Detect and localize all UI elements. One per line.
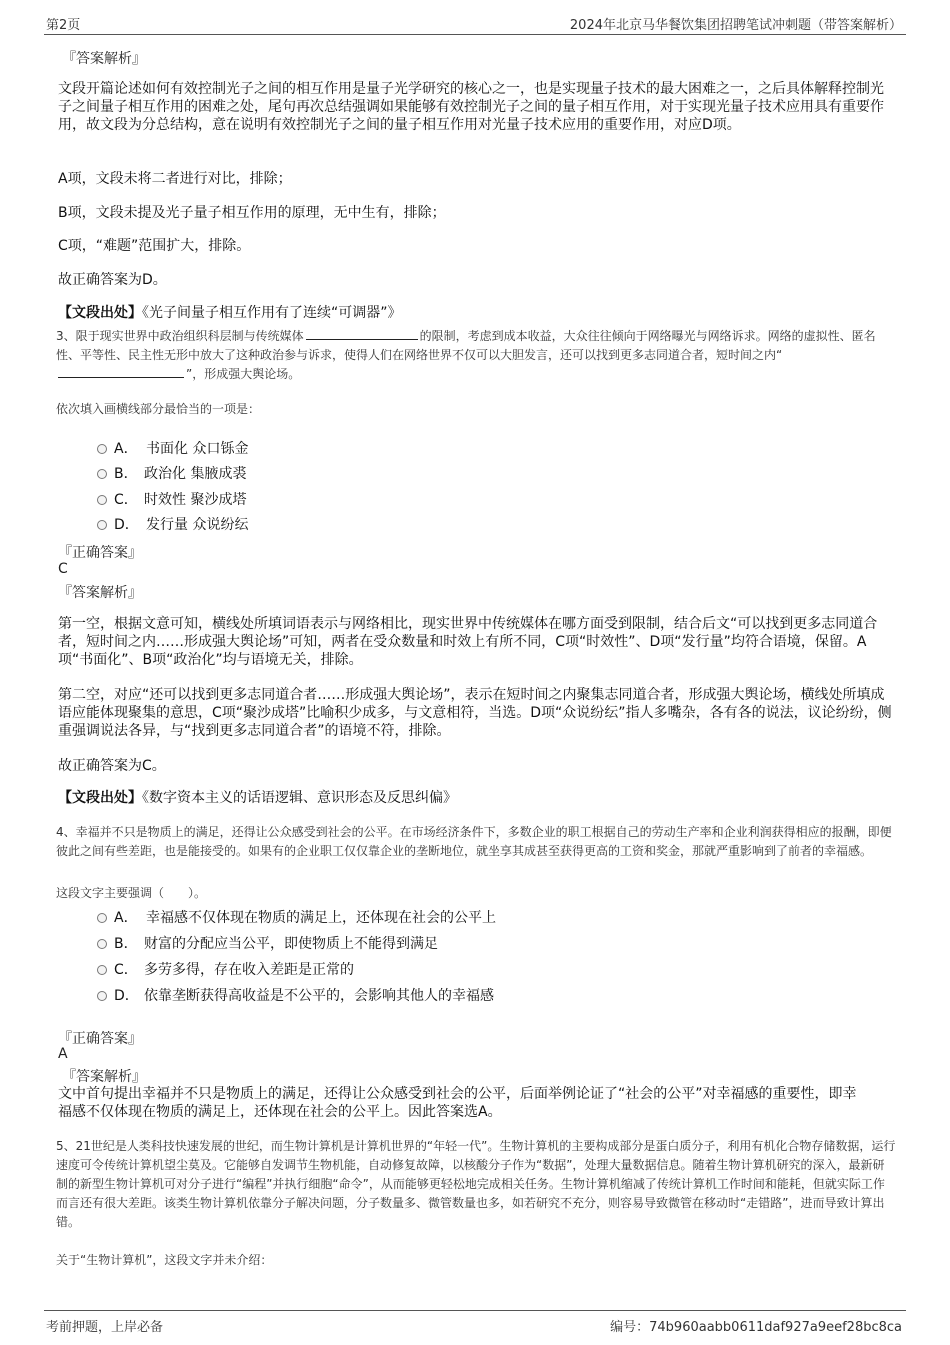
- option-letter: C．: [114, 492, 138, 508]
- radio-icon[interactable]: [97, 444, 107, 454]
- q3-stem-part3: ”，形成强大舆论场。: [186, 367, 301, 381]
- option-text: 发行量 众说纷纭: [146, 517, 249, 533]
- option-letter: D．: [114, 517, 139, 533]
- radio-icon[interactable]: [97, 991, 107, 1001]
- q2-conclusion: 故正确答案为D。: [58, 272, 167, 288]
- fill-blank-1: [306, 327, 418, 340]
- source-text: 《光子间量子相互作用有了连续“可调器”》: [142, 305, 402, 321]
- radio-icon[interactable]: [97, 965, 107, 975]
- option-text: 依靠垄断获得高收益是不公平的，会影响其他人的幸福感: [144, 988, 494, 1004]
- q3-stem-part1: 3、限于现实世界中政治组织科层制与传统媒体: [56, 329, 304, 343]
- document-title: 2024年北京马华餐饮集团招聘笔试冲刺题（带答案解析）: [569, 18, 902, 33]
- q4-prompt: 这段文字主要强调（ ）。: [56, 886, 207, 900]
- radio-icon[interactable]: [97, 939, 107, 949]
- source-label: 【文段出处】: [58, 305, 142, 321]
- option-letter: A．: [114, 910, 138, 926]
- radio-icon[interactable]: [97, 469, 107, 479]
- option-text: 多劳多得，存在收入差距是正常的: [144, 962, 354, 978]
- q3-analysis-paragraph-1: 第一空，根据文意可知，横线处所填词语表示与网络相比，现实世界中传统媒体在哪方面受到限制，结合后文“可以找到更多志同道合者，短时间之内……形成强大舆论场”可知，两者在受众数量和时效上有所不同，C项“时效性”、D项“发行量”均符合语境，保留。A项“书面化”、B项“政治化”均与语境无关，排除。: [58, 616, 878, 668]
- radio-icon[interactable]: [97, 913, 107, 923]
- page-footer: [44, 1310, 906, 1337]
- option-letter: C．: [114, 962, 138, 978]
- page-header: [44, 12, 906, 35]
- option-letter: D．: [114, 988, 139, 1004]
- option-text: 政治化 集腋成裘: [144, 466, 247, 482]
- q3-analysis-paragraph-2: 第二空，对应“还可以找到更多志同道合者……形成强大舆论场”，表示在短时间之内聚集志同道合者，形成强大舆论场，横线处所填成语应能体现聚集的意思，C项“聚沙成塔”比喻积少成多，与文意相符，当选。D项“众说纷纭”指人多嘴杂，各有各的说法，议论纷纷，侧重强调说法各异，与“找到更多志同道合者”的语境不符，排除。: [58, 687, 892, 739]
- q3-answer: C: [58, 561, 68, 577]
- answer-tag: 『正确答案』: [58, 1031, 142, 1047]
- q3-stem-part2: 的限制，考虑到成本收益，大众往往倾向于网络曝光与网络诉求。网络的虚拟性、匿名性、平等性、民主性无形中放大了这种政治参与诉求，使得人们在网络世界不仅可以大胆发言，还可以找到更多志同道合者，短时间之内“: [56, 329, 876, 362]
- analysis-tag: 『答案解析』: [62, 1069, 146, 1085]
- analysis-tag: 『答案解析』: [58, 585, 142, 601]
- q5-stem: 5、21世纪是人类科技快速发展的世纪，而生物计算机是计算机世界的“年轻一代”。生物计算机的主要构成部分是蛋白质分子，利用有机化合物存储数据，运行速度可令传统计算机望尘莫及。它能够自发调节生物机能，自动修复故障，以核酸分子作为“数据”，处理大量数据信息。随着生物计算机研究的深入，最新研制的新型生物计算机可对分子进行“编程”并执行细胞“命令”，从而能够更轻松地完成相关任务。生物计算机缩减了传统计算机工作时间和能耗，但就实际工作而言还有很大差距。该类生物计算机依靠分子解决问题，分子数量多、微管数量也多，如若研究不充分，则容易导致微管在移动时“走错路”，进而导致计算出错。: [56, 1139, 896, 1229]
- q2-analysis-option-b: B项，文段未提及光子量子相互作用的原理，无中生有，排除；: [58, 205, 446, 221]
- q5-prompt: 关于“生物计算机”，这段文字并未介绍：: [56, 1253, 273, 1267]
- q4-analysis-paragraph: 文中首句提出幸福并不只是物质上的满足，还得让公众感受到社会的公平，后面举例论证了“社会的公平”对幸福感的重要性，即幸福感不仅体现在物质的满足上，还体现在社会的公平上。因此答案选A。: [58, 1086, 857, 1120]
- q3-stem: [56, 327, 896, 384]
- q4-answer: A: [58, 1046, 68, 1062]
- option-text: 书面化 众口铄金: [146, 441, 249, 457]
- option-text: 财富的分配应当公平，即使物质上不能得到满足: [144, 936, 438, 952]
- analysis-tag: 『答案解析』: [62, 51, 146, 67]
- option-text: 时效性 聚沙成塔: [144, 492, 247, 508]
- document-id: 编号：74b960aabb0611daf927a9eef28bc8ca: [610, 1320, 902, 1335]
- q4-stem: 4、幸福并不只是物质上的满足，还得让公众感受到社会的公平。在市场经济条件下，多数企业的职工根据自己的劳动生产率和企业利润获得相应的报酬，即便彼此之间有些差距，也是能接受的。如果有的企业职工仅仅靠企业的垄断地位，就坐享其成甚至获得更高的工资和奖金，那就严重影响到了前者的幸福感。: [56, 825, 892, 858]
- q2-source: [58, 304, 402, 322]
- fill-blank-2: [58, 365, 184, 378]
- source-text: 《数字资本主义的话语逻辑、意识形态及反思纠偏》: [142, 790, 457, 806]
- option-letter: A．: [114, 441, 138, 457]
- footer-slogan: 考前押题，上岸必备: [46, 1320, 164, 1335]
- q2-analysis-option-a: A项，文段未将二者进行对比，排除；: [58, 171, 292, 187]
- option-letter: B．: [114, 466, 138, 482]
- radio-icon[interactable]: [97, 495, 107, 505]
- q2-analysis-paragraph: 文段开篇论述如何有效控制光子之间的相互作用是量子光学研究的核心之一，也是实现量子技术的最大困难之一，之后具体解释控制光子之间量子相互作用的困难之处，尾句再次总结强调如果能够有效控制光子之间的量子相互作用，对于实现光量子技术应用具有重要作用，故文段为分总结构，意在说明有效控制光子之间的量子相互作用对光量子技术应用的重要作用，对应D项。: [58, 81, 884, 133]
- page-number: 第2页: [46, 18, 81, 33]
- option-letter: B．: [114, 936, 138, 952]
- answer-tag: 『正确答案』: [58, 545, 142, 561]
- source-label: 【文段出处】: [58, 790, 142, 806]
- q3-conclusion: 故正确答案为C。: [58, 758, 166, 774]
- radio-icon[interactable]: [97, 520, 107, 530]
- option-text: 幸福感不仅体现在物质的满足上，还体现在社会的公平上: [146, 910, 496, 926]
- q3-prompt: 依次填入画横线部分最恰当的一项是：: [56, 402, 261, 416]
- q2-analysis-option-c: C项，“难题”范围扩大，排除。: [58, 238, 251, 254]
- q3-source: [58, 789, 457, 807]
